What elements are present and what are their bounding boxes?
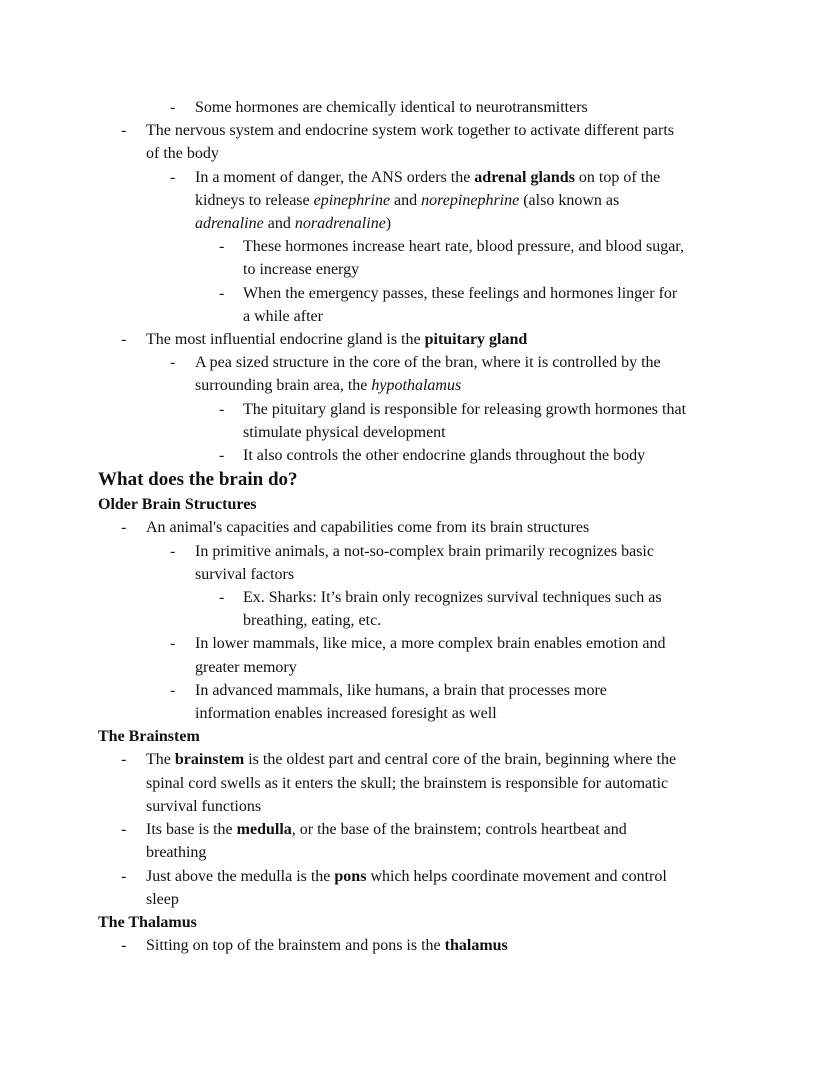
list-item [0,540,828,563]
text-run: kidneys to release [195,191,314,209]
document-page [0,96,828,957]
bullet-dash: - [121,519,127,537]
bullet-dash: - [219,284,225,302]
list-item-continuation: greater memory [195,658,297,676]
list-item-continuation: information enables increased foresight as well [195,705,497,723]
bullet-dash: - [121,122,127,140]
bold-term: pituitary gland [424,331,528,349]
list-item [0,748,828,771]
list-item-continuation: breathing [146,844,207,862]
list-item [0,444,828,467]
list-item-continuation: to increase energy [243,261,360,279]
bold-term: medulla [236,821,292,839]
list-item-text: The nervous system and endocrine system work together to activate different parts [146,122,674,140]
list-item [0,398,828,421]
list-item-continuation: survival factors [195,565,295,583]
list-item-text: Some hormones are chemically identical to neurotransmitters [195,99,588,116]
italic-term: hypothalamus [371,377,462,395]
bullet-dash: - [170,99,176,116]
list-item-text [0,166,828,189]
text-run: which helps coordinate movement and control [366,867,667,885]
list-item-text: It also controls the other endocrine glands throughout the body [243,447,646,465]
list-item-text: In advanced mammals, like humans, a brain that processes more [195,681,607,699]
list-item [0,166,828,189]
list-item-continuation: a while after [243,307,323,325]
list-item-text: The pituitary gland is responsible for releasing growth hormones that [243,400,687,418]
subsection-heading: The Thalamus [98,913,197,931]
bullet-dash: - [121,937,127,955]
list-item-text: These hormones increase heart rate, blood pressure, and blood sugar, [243,238,684,256]
text-run: Its base is the [146,821,237,839]
list-item-continuation [0,212,828,235]
bold-term: brainstem [174,751,245,769]
list-item-text: In primitive animals, a not-so-complex brain primarily recognizes basic [195,542,654,560]
text-run: and [390,191,422,209]
list-item [0,934,828,957]
list-item-continuation: stimulate physical development [243,423,446,441]
bullet-dash: - [219,447,225,465]
list-item [0,282,828,305]
list-item-text: An animal's capacities and capabilities come from its brain structures [146,519,590,537]
text-run: The most influential endocrine gland is the [146,331,425,349]
list-item [0,679,828,702]
bullet-dash: - [121,867,127,885]
bold-term: pons [334,867,367,885]
list-item [0,865,828,888]
list-item-continuation [0,189,828,212]
list-item-continuation: survival functions [146,797,262,815]
list-item-continuation: of the body [146,145,219,163]
text-run: and [263,215,295,233]
bullet-dash: - [121,821,127,839]
list-item-text: A pea sized structure in the core of the bran, where it is controlled by the [195,354,661,372]
bullet-dash: - [170,354,176,372]
subsection-heading: The Brainstem [98,728,200,746]
bullet-dash: - [219,589,225,607]
list-item-continuation: sleep [146,890,179,908]
text-run: ) [385,215,392,233]
list-item [0,96,828,119]
text-run: , or the base of the brainstem; controls heartbeat and [291,821,627,839]
bullet-dash: - [170,542,176,560]
bullet-dash: - [219,238,225,256]
list-item [0,632,828,655]
bold-term: thalamus [444,937,508,955]
text-run: surrounding brain area, the [195,377,372,395]
italic-term: adrenaline [195,215,264,233]
list-item-continuation: spinal cord swells as it enters the skull; the brainstem is responsible for automatic [146,774,669,792]
list-item [0,586,828,609]
bullet-dash: - [121,751,127,769]
list-item-text: Ex. Sharks: It’s brain only recognizes survival techniques such as [243,589,662,607]
list-item [0,235,828,258]
italic-term: norepinephrine [421,191,520,209]
text-run: Just above the medulla is the [146,867,335,885]
list-item [0,351,828,374]
bold-term: adrenal glands [474,168,575,186]
list-item-continuation: breathing, eating, etc. [243,612,382,630]
bullet-dash: - [121,331,127,349]
text-run: In a moment of danger, the ANS orders the [195,168,475,186]
list-item [0,516,828,539]
italic-term: epinephrine [313,191,391,209]
text-run: is the oldest part and central core of the brain, beginning where the [244,751,677,769]
list-item-continuation [0,374,828,397]
text-run: (also known as [519,191,620,209]
section-heading-main: What does the brain do? [98,469,298,491]
list-item-text: In lower mammals, like mice, a more complex brain enables emotion and [195,635,666,653]
list-item [0,328,828,351]
list-item-text: When the emergency passes, these feelings and hormones linger for [243,284,678,302]
text-run: The [146,751,175,769]
list-item [0,119,828,142]
bullet-dash: - [219,400,225,418]
bullet-dash: - [170,168,176,186]
italic-term: noradrenaline [294,215,386,233]
bullet-dash: - [170,681,176,699]
bullet-dash: - [170,635,176,653]
list-item [0,818,828,841]
subsection-heading: Older Brain Structures [98,496,257,514]
text-run: Sitting on top of the brainstem and pons is the [146,937,445,955]
text-run: on top of the [574,168,661,186]
